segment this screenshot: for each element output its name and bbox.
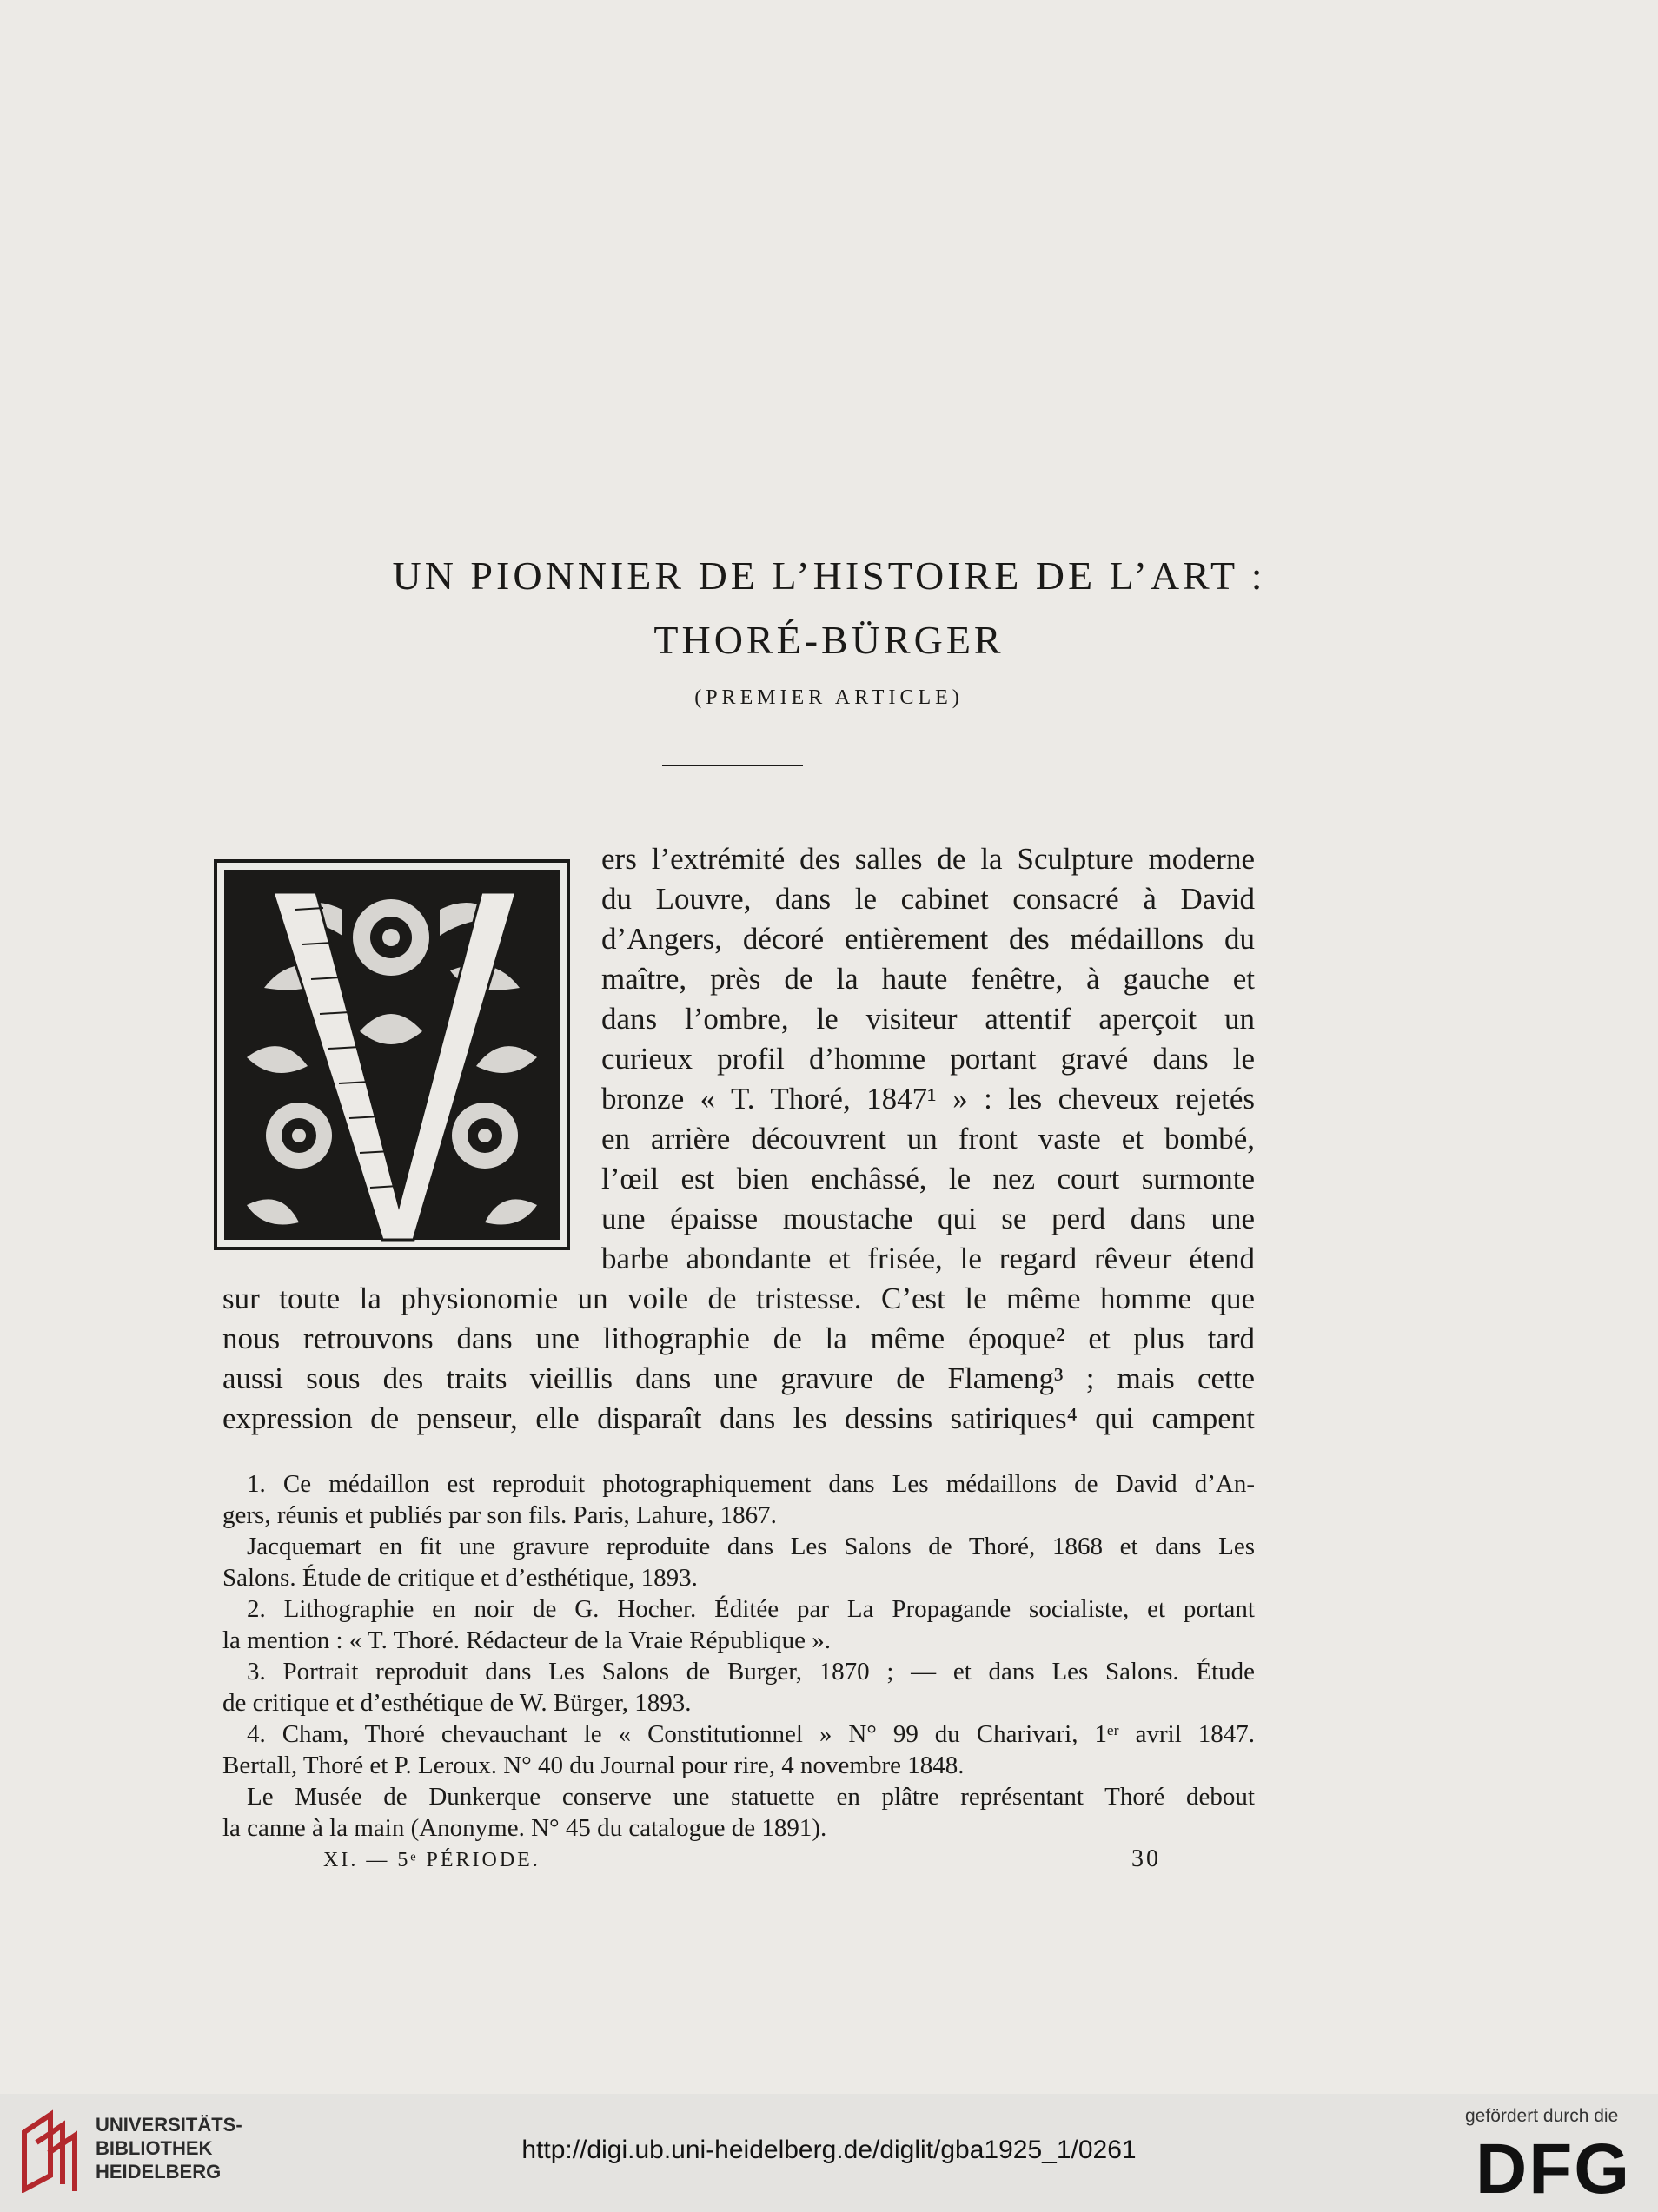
title-rule: [662, 765, 803, 766]
body-line: l’œil est bien enchâssé, le nez court surmonte: [601, 1162, 1255, 1195]
document-url-link[interactable]: http://digi.ub.uni-heidelberg.de/diglit/gba1925_1/0261: [521, 2136, 1137, 2164]
folio-left: XI. — 5ᵉ PÉRIODE.: [323, 1849, 541, 1871]
footnote-line: Salons. Étude de critique et d’esthétique, 1893.: [222, 1564, 698, 1592]
page-number: 30: [1131, 1845, 1161, 1872]
footnote-line: Le Musée de Dunkerque conserve une statuette en plâtre représentant Thoré debout: [247, 1783, 1255, 1811]
footnote-line: de critique et d’esthétique de W. Bürger, 1893.: [222, 1689, 692, 1717]
body-line: aussi sous des traits vieillis dans une gravure de Flameng³ ; mais cette: [222, 1361, 1255, 1395]
footnote-line: gers, réunis et publiés par son fils. Paris, Lahure, 1867.: [222, 1501, 777, 1529]
footnote-line: 4. Cham, Thoré chevauchant le « Constitutionnel » N° 99 du Charivari, 1ᵉʳ avril 1847.: [247, 1720, 1255, 1748]
body-line: nous retrouvons dans une lithographie de la même époque² et plus tard: [222, 1321, 1255, 1355]
library-line: BIBLIOTHEK: [96, 2137, 213, 2159]
footnote-line: la canne à la main (Anonyme. N° 45 du catalogue de 1891).: [222, 1814, 827, 1842]
body-line: dans l’ombre, le visiteur attentif aperçoit un: [601, 1002, 1255, 1036]
body-line: bronze « T. Thoré, 1847¹ » : les cheveux rejetés: [601, 1082, 1255, 1116]
article-subtitle: (PREMIER ARTICLE): [694, 686, 964, 709]
footnote-line: la mention : « T. Thoré. Rédacteur de la Vraie République ».: [222, 1626, 831, 1654]
body-line: du Louvre, dans le cabinet consacré à David: [601, 882, 1255, 916]
body-line: curieux profil d’homme portant gravé dans le: [601, 1042, 1255, 1076]
footnote-line: 3. Portrait reproduit dans Les Salons de Burger, 1870 ; — et dans Les Salons. Étude: [247, 1658, 1255, 1685]
dfg-logo[interactable]: DFG: [1476, 2129, 1632, 2209]
footnote-line: Jacquemart en fit une gravure reproduite dans Les Salons de Thoré, 1868 et dans Les: [247, 1533, 1255, 1560]
footnote-line: 2. Lithographie en noir de G. Hocher. Éditée par La Propagande socialiste, et portant: [247, 1595, 1255, 1623]
body-line: en arrière découvrent un front vaste et bombé,: [601, 1122, 1255, 1156]
footnote-line: Bertall, Thoré et P. Leroux. N° 40 du Journal pour rire, 4 novembre 1848.: [222, 1752, 965, 1779]
ornamental-initial-v: [212, 858, 572, 1252]
body-line: maître, près de la haute fenêtre, à gauche et: [601, 962, 1255, 996]
body-line: d’Angers, décoré entièrement des médaillons du: [601, 922, 1255, 956]
article-title-line-2: THORÉ-BÜRGER: [653, 618, 1005, 662]
body-line: barbe abondante et frisée, le regard rêveur étend: [601, 1242, 1255, 1275]
body-line: ers l’extrémité des salles de la Sculpture moderne: [601, 842, 1255, 876]
body-line: sur toute la physionomie un voile de tristesse. C’est le même homme que: [222, 1282, 1255, 1315]
body-line: une épaisse moustache qui se perd dans une: [601, 1202, 1255, 1235]
article-title-line-1: UN PIONNIER DE L’HISTOIRE DE L’ART :: [392, 553, 1266, 598]
footnote-line: 1. Ce médaillon est reproduit photographiquement dans Les médaillons de David d’An-: [247, 1470, 1255, 1498]
body-line: expression de penseur, elle disparaît dans les dessins satiriques⁴ qui campent: [222, 1401, 1255, 1435]
library-line: UNIVERSITÄTS-: [96, 2114, 242, 2136]
funding-note: gefördert durch die: [1465, 2106, 1619, 2126]
library-line: HEIDELBERG: [96, 2161, 222, 2182]
